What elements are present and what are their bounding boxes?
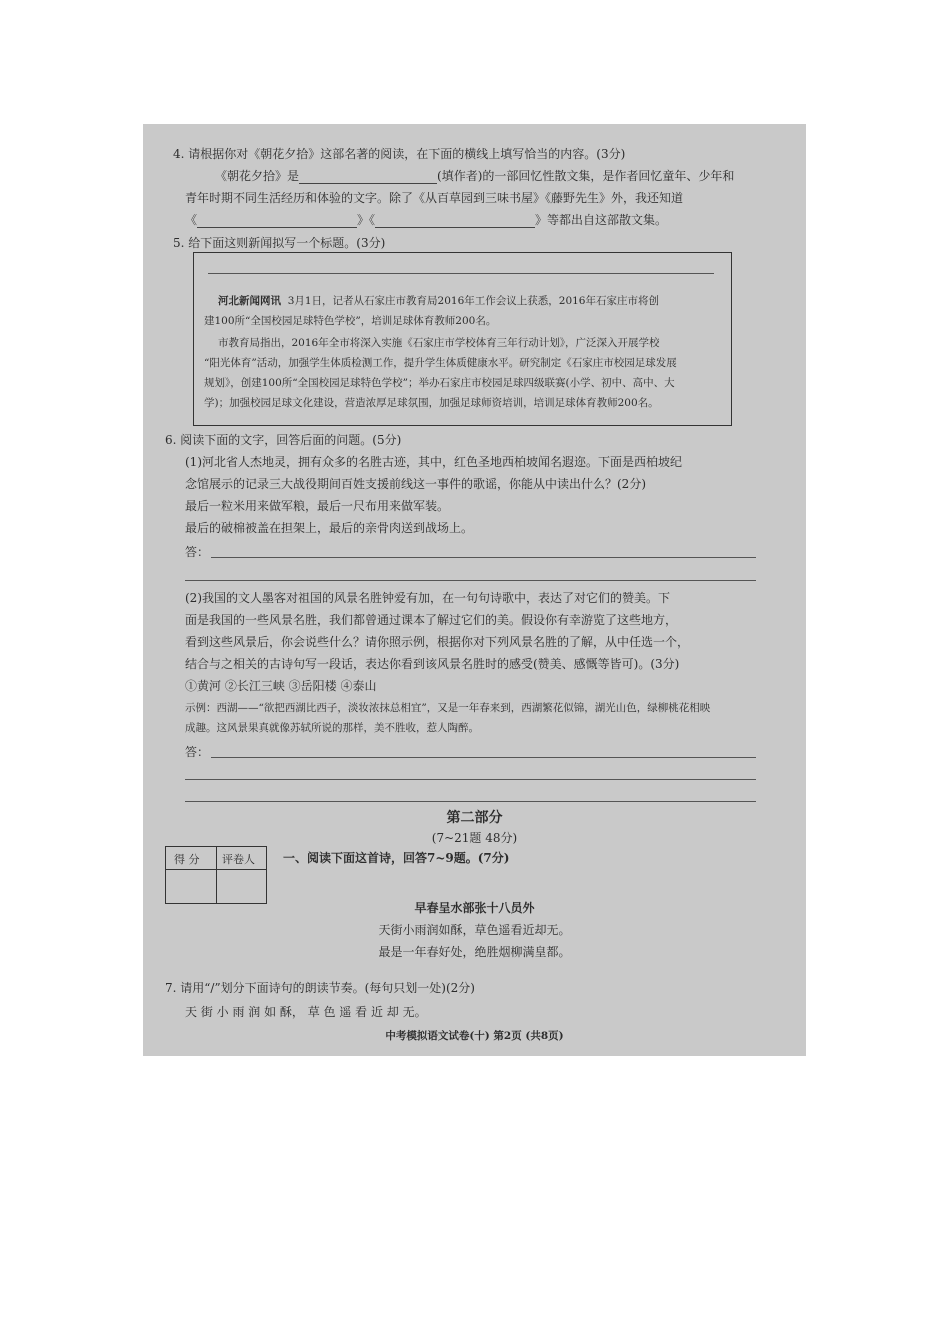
q7-verse: 天 街 小 雨 润 如 酥， 草 色 遥 看 近 却 无。 [185,1005,427,1019]
q6-example-line1: 示例：西湖——“欲把西湖比西子，淡妆浓抹总相宜”，又是一年春来到，西湖繁花似锦，湖光山色，绿柳桃花相映 [185,702,711,714]
q6-example-line2: 成趣。这风景果真就像苏轼所说的那样，美不胜收，惹人陶醉。 [185,722,479,734]
q4-stem: 4. 请根据你对《朝花夕拾》这部名著的阅读，在下面的横线上填写恰当的内容。(3分) [173,147,626,161]
news-para2-line3: 规划》，创建100所“全国校园足球特色学校”；举办石家庄市校园足球四级联赛(小学、初中、高中、大 [204,377,675,389]
part2-range: (7~21题 48分) [431,831,518,845]
news-para1-line2: 建100所“全国校园足球特色学校”，培训足球体育教师200名。 [204,315,497,327]
section-heading: 一、阅读下面这首诗，回答7~9题。(7分) [283,851,510,865]
headline-answer-line [208,273,714,274]
grader-label: 评卷人 [222,853,255,866]
answer-line [185,779,756,780]
answer-line [185,580,756,581]
q6-p2-line3: 看到这些风景后，你会说些什么？请你照示例，根据你对下列风景名胜的了解，从中任选一个， [185,635,690,649]
news-text: 3月1日，记者从石家庄市教育局2016年工作会议上获悉，2016年石家庄市将创 [287,295,659,307]
score-box [165,846,267,904]
answer-line [211,757,756,758]
q6-ballad-line1: 最后一粒米用来做军粮，最后一尺布用来做军装。 [185,499,450,513]
q4-line1 [215,168,734,184]
q6-answer2-label: 答： [185,745,210,759]
q4-line3-end: 》等都出自这部散文集。 [535,213,668,227]
q4-bracket-mid: 》《 [357,213,376,227]
q6-answer1-label: 答： [185,545,210,559]
q5-stem: 5. 给下面这则新闻拟写一个标题。(3分) [173,236,386,250]
poem-title: 早春呈水部张十八员外 [414,901,535,915]
answer-line [185,801,756,802]
q4-title-blank-1 [197,215,357,228]
news-box [193,252,732,426]
news-para2-line4: 学)；加强校园足球文化建设，营造浓厚足球氛围，加强足球师资培训，培训足球体育教师200名。 [204,397,659,409]
q4-author-blank [299,171,437,184]
q4-title-blank-2 [375,215,535,228]
q6-p2-line1: (2)我国的文人墨客对祖国的风景名胜钟爱有加，在一句句诗歌中，表达了对它们的赞美。下 [185,591,671,605]
q4-line1-end: (填作者)的一部回忆性散文集，是作者回忆童年、少年和 [437,169,735,183]
news-para2-line2: “阳光体育”活动，加强学生体质检测工作，提升学生体质健康水平。研究制定《石家庄市校园足球发展 [204,357,677,369]
q4-line1-start: 《朝花夕拾》是 [215,169,300,183]
page-footer: 中考模拟语文试卷(十) 第2页 (共8页) [385,1030,564,1042]
exam-page-photo [143,124,806,1056]
poem-line2: 最是一年春好处，绝胜烟柳满皇都。 [378,945,571,959]
q6-p2-line2: 面是我国的一些风景名胜，我们都曾通过课本了解过它们的美。假设你有幸游览了这些地方， [185,613,678,627]
q6-p2-line4: 结合与之相关的古诗句写一段话，表达你看到该风景名胜时的感受(赞美、感慨等皆可)。(3分) [185,657,680,671]
q4-line3 [185,212,667,228]
q6-p1-line2: 念馆展示的记录三大战役期间百姓支援前线这一事件的歌谣，你能从中读出什么？(2分) [185,477,647,491]
q6-options: ①黄河 ②长江三峡 ③岳阳楼 ④泰山 [185,679,377,693]
news-para1-line1 [218,293,659,309]
score-label: 得 分 [174,853,200,866]
news-source: 河北新闻网讯 [218,295,281,307]
q4-bracket-open: 《 [185,213,198,227]
q6-stem: 6. 阅读下面的文字，回答后面的问题。(5分) [165,433,402,447]
q4-line2: 青年时期不同生活经历和体验的文字。除了《从百草园到三味书屋》《藤野先生》外，我还知道 [185,191,684,205]
answer-line [211,557,756,558]
poem-line1: 天街小雨润如酥，草色遥看近却无。 [378,923,571,937]
score-box-divider [216,847,217,903]
news-para2-line1: 市教育局指出，2016年全市将深入实施《石家庄市学校体育三年行动计划》，广泛深入开展学校 [218,337,660,349]
q7-stem: 7. 请用“/”划分下面诗句的朗读节奏。(每句只划一处)(2分) [165,981,475,995]
q6-ballad-line2: 最后的破棉被盖在担架上，最后的亲骨肉送到战场上。 [185,521,474,535]
q6-p1-line1: (1)河北省人杰地灵，拥有众多的名胜古迹，其中，红色圣地西柏坡闻名遐迩。下面是西柏坡纪 [185,455,683,469]
part2-title: 第二部分 [446,810,503,826]
